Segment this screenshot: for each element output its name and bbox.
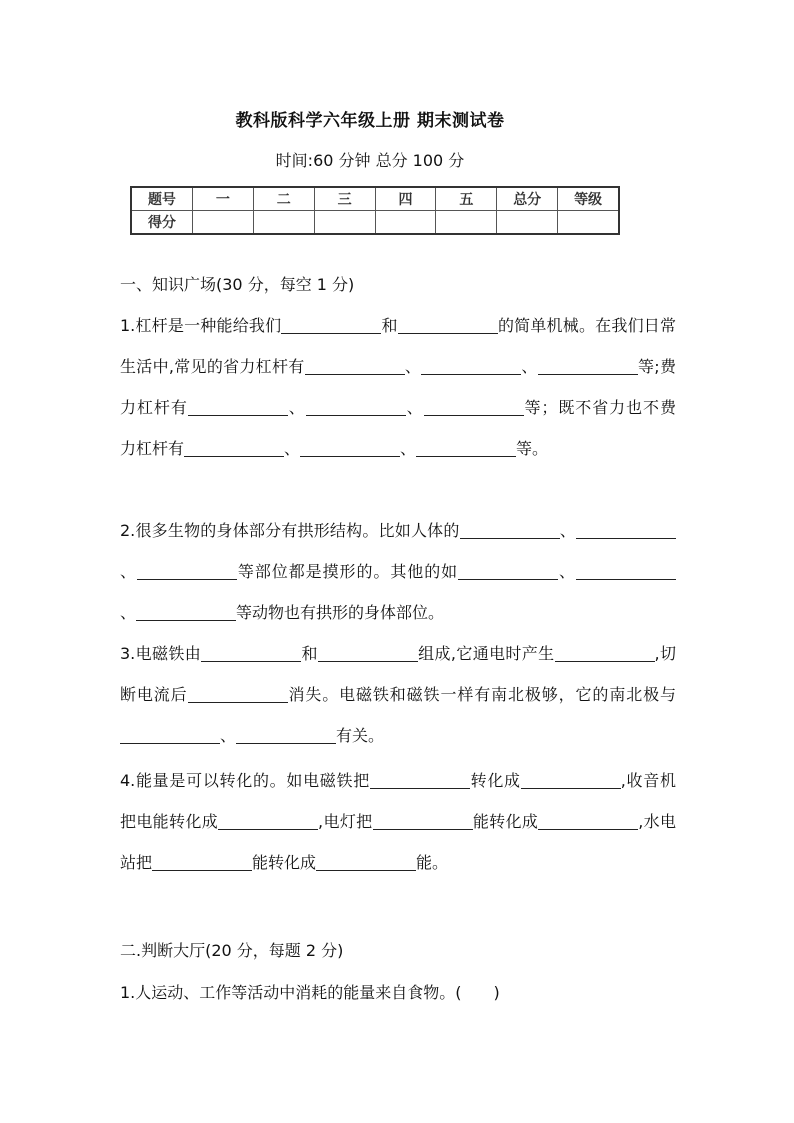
- question-text: 的简单机械。在我们日常生活中,常见的省力杠杆有: [120, 316, 676, 376]
- question-text: 、: [521, 357, 538, 376]
- score-table-score-row: [131, 211, 619, 235]
- score-entry-cell[interactable]: [558, 211, 619, 235]
- question-3: [120, 633, 676, 756]
- question-text: 1.杠杆是一种能给我们: [120, 316, 282, 335]
- answer-blank[interactable]: [218, 811, 318, 830]
- question-text: 等；既不省力也不费力杠杆有: [120, 398, 676, 458]
- answer-blank[interactable]: [201, 643, 301, 662]
- answer-blank[interactable]: [576, 520, 676, 539]
- question-text: 等。: [516, 439, 549, 458]
- answer-blank[interactable]: [316, 852, 416, 871]
- question-text: ,切断电流后: [120, 644, 676, 704]
- question-text: 、: [220, 726, 237, 745]
- score-table-cell: 总分: [497, 187, 558, 211]
- answer-blank[interactable]: [555, 643, 655, 662]
- answer-blank[interactable]: [398, 315, 498, 334]
- answer-blank[interactable]: [521, 770, 621, 789]
- answer-blank[interactable]: [188, 397, 288, 416]
- score-table-cell: 四: [375, 187, 436, 211]
- score-entry-cell[interactable]: [375, 211, 436, 235]
- question-text: 、: [559, 521, 576, 540]
- question-text: 3.电磁铁由: [120, 644, 202, 663]
- question-text: 组成,它通电时产生: [417, 644, 555, 663]
- question-text: 和: [381, 316, 398, 335]
- question-text: 4.能量是可以转化的。如电磁铁把: [120, 771, 370, 790]
- answer-blank[interactable]: [421, 356, 521, 375]
- score-entry-cell[interactable]: [497, 211, 558, 235]
- score-entry-cell[interactable]: [314, 211, 375, 235]
- question-1: [120, 305, 676, 469]
- answer-blank[interactable]: [120, 725, 220, 744]
- question-text: ,收音机把电能转化成: [120, 771, 676, 831]
- answer-blank[interactable]: [416, 438, 516, 457]
- question-4: [120, 760, 676, 883]
- answer-blank[interactable]: [576, 561, 676, 580]
- question-text: 等动物也有拱形的身体部位。: [236, 603, 445, 622]
- question-text: 、: [404, 357, 422, 376]
- question-text: 能转化成: [252, 853, 317, 872]
- score-table-cell: 等级: [558, 187, 619, 211]
- question-text: 、: [287, 398, 306, 417]
- question-text: 2.很多生物的身体部分有拱形结构。比如人体的: [120, 521, 460, 540]
- score-table-cell: 五: [436, 187, 497, 211]
- answer-blank[interactable]: [300, 438, 400, 457]
- score-table-cell: 得分: [131, 211, 192, 235]
- question-text: 能。: [416, 853, 449, 872]
- answer-blank[interactable]: [373, 811, 473, 830]
- answer-blank[interactable]: [458, 561, 558, 580]
- score-entry-cell[interactable]: [192, 211, 253, 235]
- exam-info: 时间:60 分钟 总分 100 分: [275, 151, 465, 170]
- answer-blank[interactable]: [188, 684, 288, 703]
- question-text: 和: [301, 644, 318, 663]
- answer-blank[interactable]: [305, 356, 405, 375]
- score-table-cell: 题号: [131, 187, 192, 211]
- answer-blank[interactable]: [136, 602, 236, 621]
- score-table-header-row: [131, 187, 619, 211]
- question-text: ,水电站把: [120, 812, 676, 872]
- score-table: [130, 186, 620, 235]
- question-text: 、: [558, 562, 576, 581]
- answer-blank[interactable]: [306, 397, 406, 416]
- question-text: 能转化成: [472, 812, 539, 831]
- section1-heading: 一、知识广场(30 分，每空 1 分): [120, 275, 355, 294]
- question-text: 、: [120, 562, 137, 581]
- answer-blank[interactable]: [236, 725, 336, 744]
- score-table-cell: 一: [192, 187, 253, 211]
- question-text: 消失。电磁铁和磁铁一样有南北极够，它的南北极与: [287, 685, 676, 704]
- judgment-question-1: 1.人运动、工作等活动中消耗的能量来自食物。( ): [120, 983, 500, 1002]
- answer-blank[interactable]: [538, 356, 638, 375]
- answer-blank[interactable]: [184, 438, 284, 457]
- answer-blank[interactable]: [370, 770, 470, 789]
- score-table-cell: 三: [314, 187, 375, 211]
- question-text: 转化成: [469, 771, 521, 790]
- answer-blank[interactable]: [424, 397, 524, 416]
- answer-blank[interactable]: [137, 561, 237, 580]
- section2-heading: 二.判断大厅(20 分，每题 2 分): [120, 941, 344, 960]
- question-text: 等;费力杠杆有: [120, 357, 676, 417]
- score-table-cell: 二: [253, 187, 314, 211]
- page-title: 教科版科学六年级上册 期末测试卷: [235, 111, 505, 131]
- question-text: 、: [120, 603, 137, 622]
- question-text: ,电灯把: [318, 812, 373, 831]
- question-text: 、: [400, 439, 417, 458]
- answer-blank[interactable]: [318, 643, 418, 662]
- score-entry-cell[interactable]: [253, 211, 314, 235]
- question-text: 有关。: [336, 726, 385, 745]
- answer-blank[interactable]: [460, 520, 560, 539]
- question-text: 、: [405, 398, 424, 417]
- answer-blank[interactable]: [538, 811, 638, 830]
- question-text: 、: [284, 439, 301, 458]
- question-2: [120, 510, 676, 633]
- answer-blank[interactable]: [281, 315, 381, 334]
- score-entry-cell[interactable]: [436, 211, 497, 235]
- question-text: 等部位都是摸形的。其他的如: [236, 562, 459, 581]
- answer-blank[interactable]: [152, 852, 252, 871]
